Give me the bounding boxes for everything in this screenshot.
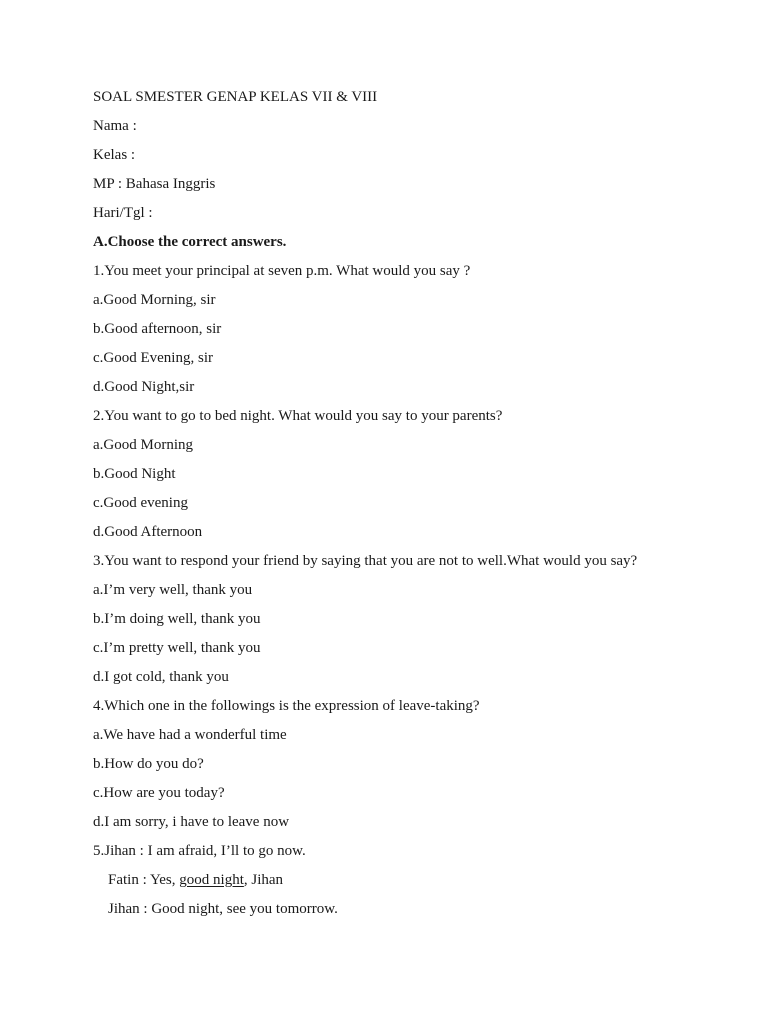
- question-4: 4.Which one in the followings is the expression of leave-taking?: [93, 698, 480, 714]
- question-5-line-2-end: , Jihan: [243, 872, 284, 888]
- question-1-option-c: c.Good Evening, sir: [93, 350, 213, 366]
- question-5-line-2: [93, 869, 733, 898]
- kelas-field-label: Kelas :: [93, 147, 136, 163]
- question-3-option-d: d.I got cold, thank you: [93, 669, 229, 685]
- date-field-label: Hari/Tgl :: [93, 205, 153, 221]
- question-5-underlined-phrase: good night: [179, 872, 244, 888]
- section-a-heading: A.Choose the correct answers.: [93, 234, 287, 250]
- question-4-option-a: a.We have had a wonderful time: [93, 727, 287, 743]
- question-2: 2.You want to go to bed night. What would you say to your parents?: [93, 408, 503, 424]
- question-2-option-b: b.Good Night: [93, 466, 176, 482]
- subject-label: MP : Bahasa Inggris: [93, 176, 216, 192]
- document-content: [93, 86, 733, 927]
- question-2-option-a: a.Good Morning: [93, 437, 193, 453]
- nama-field-label: Nama :: [93, 118, 137, 134]
- question-3-option-b: b.I’m doing well, thank you: [93, 611, 261, 627]
- question-1-option-a: a.Good Morning, sir: [93, 292, 216, 308]
- question-4-option-d: d.I am sorry, i have to leave now: [93, 814, 290, 830]
- question-1-option-d: d.Good Night,sir: [93, 379, 195, 395]
- document-title: SOAL SMESTER GENAP KELAS VII & VIII: [93, 89, 378, 105]
- question-3-option-a: a.I’m very well, thank you: [93, 582, 253, 598]
- question-5-line-3: Jihan : Good night, see you tomorrow.: [108, 901, 338, 917]
- question-2-option-c: c.Good evening: [93, 495, 188, 511]
- question-4-option-c: c.How are you today?: [93, 785, 225, 801]
- question-3-option-c: c.I’m pretty well, thank you: [93, 640, 261, 656]
- question-5-line-2-start: Fatin : Yes,: [108, 872, 180, 888]
- question-1-option-b: b.Good afternoon, sir: [93, 321, 222, 337]
- question-5-line-1: 5.Jihan : I am afraid, I’ll to go now.: [93, 843, 306, 859]
- question-3: 3.You want to respond your friend by saying that you are not to well.What would you say?: [93, 553, 638, 569]
- question-4-option-b: b.How do you do?: [93, 756, 204, 772]
- question-2-option-d: d.Good Afternoon: [93, 524, 203, 540]
- question-1: 1.You meet your principal at seven p.m. What would you say ?: [93, 263, 471, 279]
